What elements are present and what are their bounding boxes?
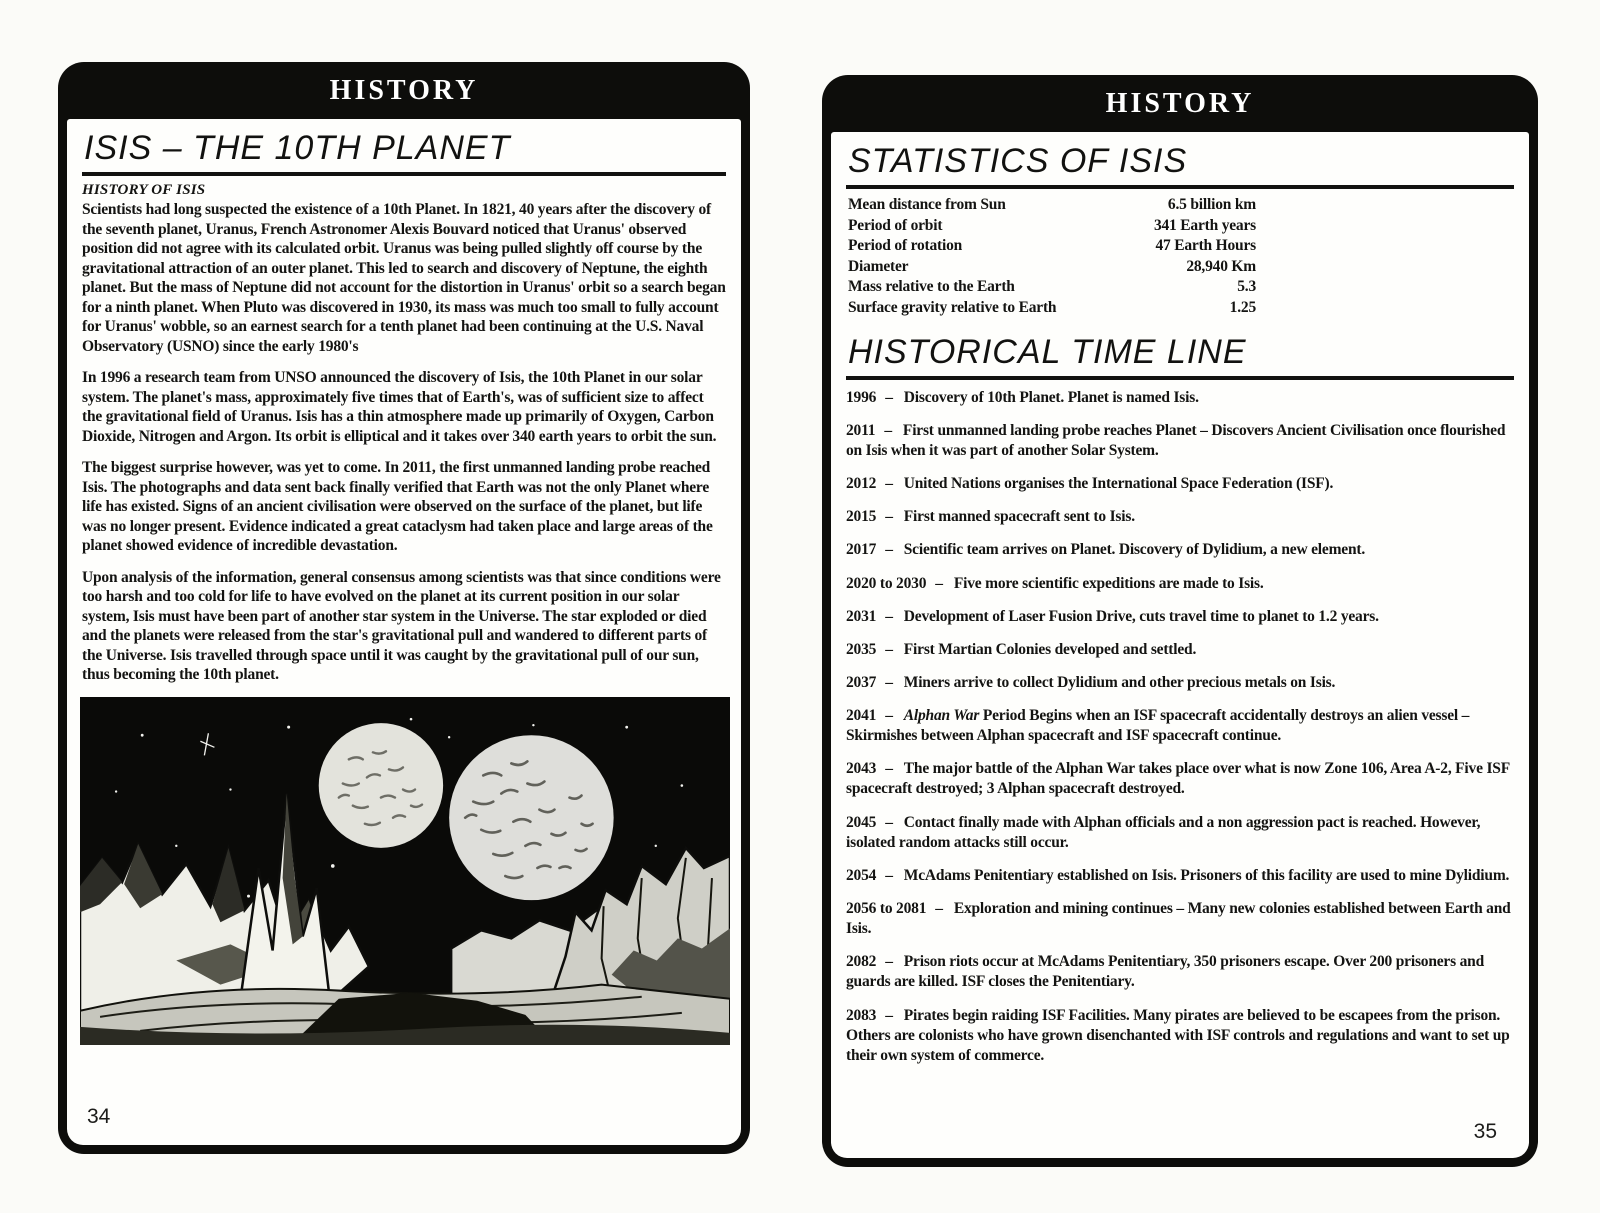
planet-landscape-svg bbox=[80, 697, 730, 1045]
timeline-entry: 2017 – Scientific team arrives on Planet. Discovery of Dylidium, a new element. bbox=[846, 540, 1514, 560]
stat-value: 341 Earth years bbox=[1153, 216, 1256, 234]
timeline-year: 2041 bbox=[846, 707, 877, 725]
stat-row bbox=[848, 257, 1256, 278]
timeline-entry: 2054 – McAdams Penitentiary established on Isis. Prisoners of this facility are used to mine Dylidium. bbox=[846, 866, 1514, 886]
timeline-dash: – bbox=[885, 760, 893, 778]
timeline-dash: – bbox=[885, 388, 893, 406]
timeline-entry: 2043 – The major battle of the Alphan War takes place over what is now Zone 106, Area A-2, Five ISF spacecraft destroyed; 3 Alphan spacecraft destroyed. bbox=[846, 760, 1510, 798]
timeline-dash: – bbox=[935, 574, 943, 592]
timeline-entry: 2056 to 2081 – Exploration and mining continues – Many new colonies established between Earth and Isis. bbox=[846, 900, 1511, 938]
stat-row bbox=[848, 298, 1256, 319]
page-number-right: 35 bbox=[1473, 1120, 1497, 1143]
timeline-year: 2017 bbox=[846, 541, 877, 559]
timeline-year: 2035 bbox=[846, 640, 877, 658]
timeline-entry: 2011 – First unmanned landing probe reaches Planet – Discovers Ancient Civilisation once flourished on Isis when it was part of another Solar System. bbox=[846, 421, 1506, 459]
timeline-entry: 2035 – First Martian Colonies developed and settled. bbox=[846, 640, 1514, 660]
left-page-body bbox=[67, 119, 741, 1145]
stat-row bbox=[848, 195, 1256, 216]
timeline-entry: 2020 to 2030 – Five more scientific expeditions are made to Isis. bbox=[846, 574, 1514, 594]
stat-row bbox=[848, 277, 1256, 298]
timeline-entry: 2083 – Pirates begin raiding ISF Facilities. Many pirates are believed to be escapees from the prison. Others are colonists who have grown disenchanted with ISF controls and regulations and want to set up their own system of commerce. bbox=[846, 1006, 1510, 1064]
left-page-header-title: HISTORY bbox=[329, 74, 479, 106]
timeline-italic-lead: Alphan War bbox=[903, 707, 983, 725]
timeline-list bbox=[846, 388, 1514, 1066]
timeline-dash: – bbox=[885, 607, 893, 625]
timeline-year: 2015 bbox=[846, 508, 877, 526]
timeline-year: 2012 bbox=[846, 475, 877, 493]
stat-label: Mean distance from Sun bbox=[848, 196, 1006, 213]
large-moon bbox=[449, 735, 614, 900]
timeline-dash: – bbox=[935, 900, 943, 918]
stat-value: 1.25 bbox=[1229, 299, 1256, 317]
timeline-dash: – bbox=[885, 508, 893, 526]
right-page-header-title: HISTORY bbox=[1105, 87, 1255, 119]
timeline-year: 2045 bbox=[846, 813, 877, 831]
right-page-card bbox=[822, 75, 1538, 1167]
history-paragraph: Upon analysis of the information, general consensus among scientists was that since conditions were too harsh and too cold for life to have evolved on the planet at its current position in our solar system, Isis must have been part of another star system in the Universe. The star exploded or died and the planets were released from the star's gravitational pull and wandered to different parts of the Universe. Isis travelled through space until it was caught by the gravitational pull of our sun, thus becoming the 10th planet. bbox=[82, 568, 721, 684]
small-moon bbox=[319, 723, 443, 848]
stat-value: 28,940 Km bbox=[1186, 257, 1256, 275]
timeline-entry: 2031 – Development of Laser Fusion Drive, cuts travel time to planet to 1.2 years. bbox=[846, 607, 1514, 627]
timeline-year: 2020 to 2030 bbox=[846, 574, 927, 592]
timeline-dash: – bbox=[885, 541, 893, 559]
timeline-entry: 2082 – Prison riots occur at McAdams Penitentiary, 350 prisoners escape. Over 200 prisoners and guards are killed. ISF closes the Penitentiary. bbox=[846, 953, 1485, 991]
timeline-title: HISTORICAL TIME LINE bbox=[848, 332, 1247, 371]
history-paragraph: Scientists had long suspected the existence of a 10th Planet. In 1821, 40 years after the discovery of the seventh planet, Uranus, French Astronomer Alexis Bouvard noticed that Uranus' observed position did not agree with its calculated orbit. Uranus was being pulled slightly off course by the gravitational attraction of an outer planet. This led to search and discovery of Neptune, the eighth planet. But the mass of Neptune did not account for the distortion in Uranus' orbit so a search began for a ninth planet. When Pluto was discovered in 1930, its mass was much too small to fully account for Uranus' wobble, so an earnest search for a tenth planet had been continuing at the U.S. Naval Observatory (USNO) since the early 1980's bbox=[82, 201, 726, 355]
timeline-entry: 1996 – Discovery of 10th Planet. Planet is named Isis. bbox=[846, 388, 1514, 408]
timeline-dash: – bbox=[885, 953, 893, 971]
timeline-entry: 2015 – First manned spacecraft sent to Isis. bbox=[846, 507, 1514, 527]
timeline-dash: – bbox=[885, 1006, 893, 1024]
stat-value: 6.5 billion km bbox=[1167, 196, 1256, 213]
stat-label: Diameter bbox=[848, 257, 909, 275]
timeline-dash: – bbox=[885, 673, 893, 691]
timeline-year: 2037 bbox=[846, 673, 877, 691]
stat-label: Surface gravity relative to Earth bbox=[848, 299, 1057, 317]
timeline-entry: 2041 – Alphan War Period Begins when an ISF spacecraft accidentally destroys an alien vessel – Skirmishes between Alphan spacecraft and ISF spacecraft continue. bbox=[846, 707, 1470, 745]
timeline-dash: – bbox=[885, 707, 893, 725]
planet-landscape-illustration bbox=[80, 697, 730, 1045]
timeline-year: 2043 bbox=[846, 760, 877, 778]
history-article bbox=[82, 200, 726, 685]
timeline-year: 2054 bbox=[846, 866, 877, 884]
left-page-card bbox=[58, 62, 750, 1154]
timeline-year: 1996 bbox=[846, 388, 877, 406]
history-paragraph: The biggest surprise however, was yet to come. In 2011, the first unmanned landing probe reached Isis. The photographs and data sent back finally verified that Earth was not the only Planet where life has existed. Signs of an ancient civilisation were observed on the surface of the planet, but life was no longer present. Evidence indicated a great cataclysm had taken place and large areas of the planet showed evidence of incredible devastation. bbox=[82, 459, 713, 555]
timeline-entry: 2045 – Contact finally made with Alphan officials and a non aggression pact is reached. However, isolated random attacks still occur. bbox=[846, 813, 1481, 851]
statistics-title-rule bbox=[846, 185, 1514, 189]
timeline-year: 2011 bbox=[846, 421, 876, 439]
timeline-entry: 2012 – United Nations organises the International Space Federation (ISF). bbox=[846, 474, 1514, 494]
stat-label: Period of rotation bbox=[848, 237, 963, 255]
right-page-body bbox=[831, 132, 1529, 1158]
history-of-isis-subheading: HISTORY OF ISIS bbox=[82, 182, 206, 198]
left-page-header-bar bbox=[58, 62, 750, 119]
stat-value: 47 Earth Hours bbox=[1155, 237, 1256, 255]
stat-value: 5.3 bbox=[1237, 278, 1256, 296]
timeline-year: 2083 bbox=[846, 1006, 877, 1024]
stat-row bbox=[848, 216, 1256, 237]
article-title: ISIS – THE 10TH PLANET bbox=[84, 129, 511, 167]
stat-label: Mass relative to the Earth bbox=[848, 278, 1015, 296]
right-page-header-bar bbox=[822, 75, 1538, 132]
history-paragraph: In 1996 a research team from UNSO announced the discovery of Isis, the 10th Planet in our solar system. The planet's mass, approximately five times that of Earth's, was of sufficient size to affect the gravitational field of Uranus. Isis has a thin atmosphere made up primarily of Oxygen, Carbon Dioxide, Nitrogen and Argon. Its orbit is elliptical and it takes over 340 earth years to orbit the sun. bbox=[82, 369, 717, 445]
timeline-year: 2056 to 2081 bbox=[846, 900, 927, 918]
timeline-title-rule bbox=[846, 376, 1514, 380]
timeline-dash: – bbox=[885, 475, 893, 493]
stat-label: Period of orbit bbox=[848, 216, 943, 234]
timeline-year: 2031 bbox=[846, 607, 877, 625]
statistics-title: STATISTICS OF ISIS bbox=[848, 142, 1188, 180]
timeline-entry: 2037 – Miners arrive to collect Dylidium and other precious metals on Isis. bbox=[846, 673, 1514, 693]
timeline-dash: – bbox=[885, 866, 893, 884]
stat-row bbox=[848, 236, 1256, 257]
page-number-left: 34 bbox=[87, 1105, 111, 1128]
statistics-table bbox=[848, 195, 1256, 319]
timeline-dash: – bbox=[885, 813, 893, 831]
timeline-dash: – bbox=[885, 640, 893, 658]
article-title-rule bbox=[82, 172, 726, 176]
timeline-dash: – bbox=[884, 421, 892, 439]
timeline-year: 2082 bbox=[846, 953, 877, 971]
